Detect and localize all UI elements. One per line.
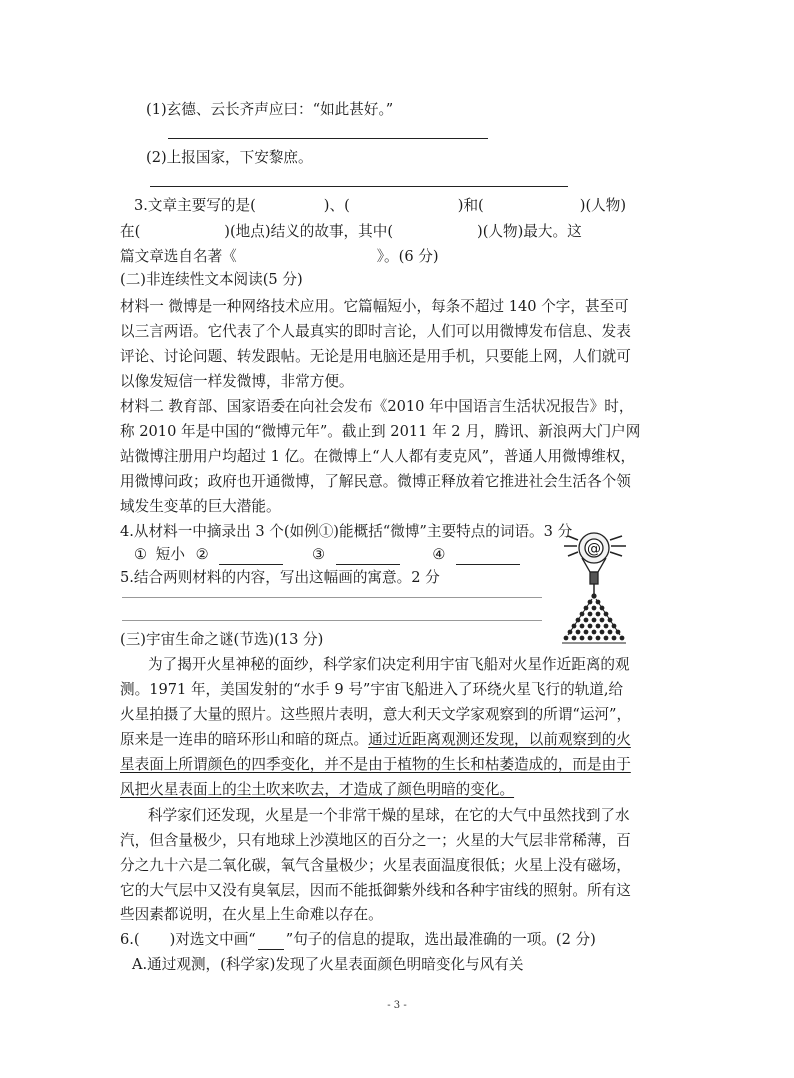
passage-text: 原来是一连串的暗环形山和暗的斑点。 bbox=[120, 731, 369, 748]
section-3-heading: (三)宇宙生命之谜(节选)(13 分) bbox=[120, 631, 324, 648]
q6-text: ”句子的信息的提取，选出最准确的一项。(2 分) bbox=[285, 931, 596, 948]
item-marker: ④ bbox=[432, 546, 446, 563]
passage-line bbox=[120, 730, 631, 750]
section-2-heading: (二)非连续性文本阅读(5 分) bbox=[120, 271, 303, 288]
material-2-line: 材料二 教育部、国家语委在向社会发布《2010 年中国语言生活状况报告》时， bbox=[120, 398, 634, 415]
q3-text: 在( bbox=[120, 223, 141, 240]
material-2-line: 用微博问政；政府也开通微博，了解民意。微博正释放着它推进社会生活各个领 bbox=[120, 473, 631, 490]
passage-line: 些因素都说明，在火星上生命难以存在。 bbox=[120, 906, 383, 923]
q3-text: 3.文章主要写的是( bbox=[134, 197, 256, 214]
material-2-line: 域发生变革的巨大潜能。 bbox=[120, 498, 281, 515]
weibo-cartoon-illustration bbox=[552, 528, 636, 646]
example-answer: 短小 bbox=[155, 546, 185, 563]
question-4: 4.从材料一中摘录出 3 个(如例①)能概括“微博”主要特点的词语。3 分 bbox=[120, 523, 573, 540]
material-1-line: 评论、讨论问题、转发跟帖。无论是用电脑还是用手机，只要能上网，人们就可 bbox=[120, 348, 631, 365]
q3-text: 篇文章选自名著《 bbox=[120, 248, 237, 265]
underlined-sentence: 风把火星表面上的尘土吹来吹去，才造成了颜色明暗的变化。 bbox=[120, 781, 515, 798]
passage-line: 为了揭开火星神秘的面纱，科学家们决定利用宇宙飞船对火星作近距离的观 bbox=[148, 656, 630, 673]
item-marker: ② bbox=[195, 546, 209, 563]
q3-line-2 bbox=[120, 222, 582, 242]
answer-line[interactable] bbox=[168, 138, 488, 139]
item-marker: ③ bbox=[311, 546, 326, 563]
question-4-answers bbox=[134, 545, 520, 565]
question-5: 5.结合两则材料的内容，写出这幅画的寓意。2 分 bbox=[120, 569, 440, 586]
passage-line: 火星拍摄了大量的照片。这些照片表明，意大利天文学家观察到的所谓“运河”， bbox=[120, 706, 632, 723]
q2-item-2: (2)上报国家，下安黎庶。 bbox=[146, 149, 313, 166]
passage-line: 测。1971 年，美国发射的“水手 9 号”宇宙飞船进入了环绕火星飞行的轨道,给 bbox=[120, 681, 624, 698]
svg-text:@: @ bbox=[587, 541, 601, 557]
passage-line: 分之九十六是二氧化碳，氧气含量极少；火星表面温度很低；火星上没有磁场， bbox=[120, 857, 631, 874]
answer-line[interactable] bbox=[122, 597, 542, 598]
q2-item-1: (1)玄德、云长齐声应曰：“如此甚好。” bbox=[146, 101, 394, 118]
material-1-line: 材料一 微博是一种网络技术应用。它篇幅短小，每条不超过 140 个字，甚至可 bbox=[120, 298, 629, 315]
material-2-line: 站微博注册用户均超过 1 亿。在微博上“人人都有麦克风”，普通人用微博维权， bbox=[120, 448, 636, 465]
q3-text: )(地点)结义的故事，其中( bbox=[224, 223, 394, 240]
q3-text: )、( bbox=[323, 197, 350, 214]
material-1-line: 以像发短信一样发微博，非常方便。 bbox=[120, 373, 354, 390]
passage-line: 汽，但含量极少，只有地球上沙漠地区的百分之一；火星的大气层非常稀薄，百 bbox=[120, 832, 631, 849]
q3-text: )和( bbox=[457, 197, 484, 214]
question-6 bbox=[120, 930, 596, 950]
answer-line[interactable] bbox=[122, 620, 542, 621]
answer-blank[interactable] bbox=[219, 548, 283, 565]
item-marker: ① bbox=[134, 546, 148, 563]
passage-line: 科学家们还发现，火星是一个非常干燥的星球，在它的大气中虽然找到了水 bbox=[148, 807, 630, 824]
material-1-line: 以三言两语。它代表了个人最真实的即时言论，人们可以用微博发布信息、发表 bbox=[120, 323, 631, 340]
q3-line-3 bbox=[120, 247, 439, 267]
underlined-sentence: 通过近距离观测还发现，以前观察到的火 bbox=[368, 731, 631, 748]
underlined-sentence: 星表面上所谓颜色的四季变化，并不是由于植物的生长和枯萎造成的，而是由于 bbox=[120, 756, 631, 773]
q6-text: 6.( bbox=[120, 931, 140, 948]
passage-line: 它的大气层中又没有臭氧层，因而不能抵御紫外线和各种宇宙线的照射。所有这 bbox=[120, 882, 631, 899]
material-2-line: 称 2010 年是中国的“微博元年”。截止到 2011 年 2 月，腾讯、新浪两大门户网 bbox=[120, 423, 641, 440]
answer-line[interactable] bbox=[150, 186, 568, 187]
answer-blank[interactable] bbox=[336, 548, 400, 565]
q6-text: )对选文中画“ bbox=[169, 931, 256, 948]
option-a[interactable]: A.通过观测，(科学家)发现了火星表面颜色明暗变化与风有关 bbox=[132, 956, 524, 973]
q3-text: )(人物) bbox=[579, 197, 627, 214]
page-number: - 3 - bbox=[387, 1000, 407, 1011]
q3-line-1 bbox=[134, 196, 626, 216]
answer-blank[interactable] bbox=[456, 548, 520, 565]
q3-text: 》。(6 分) bbox=[376, 248, 439, 265]
q3-text: )(人物)最大。这 bbox=[477, 223, 582, 240]
underline-marker bbox=[258, 935, 284, 950]
